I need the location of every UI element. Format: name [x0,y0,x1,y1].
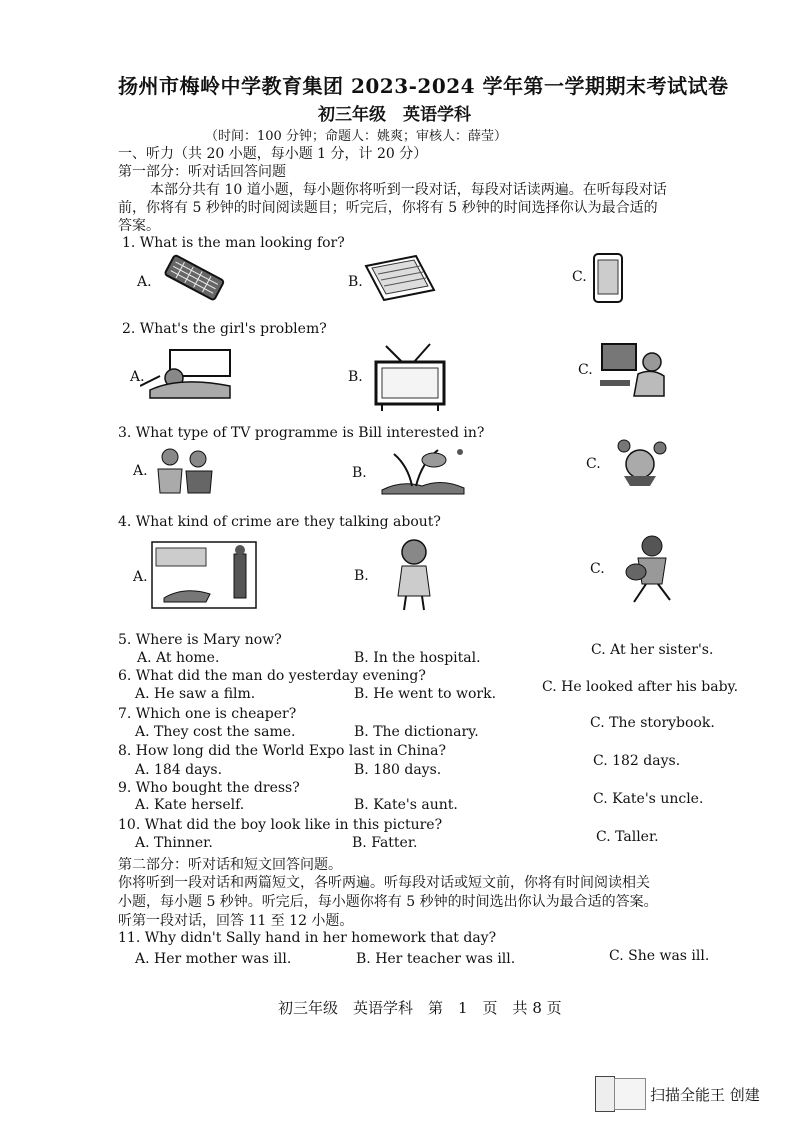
option-b: B. Her teacher was ill. [356,951,516,967]
question-text: 6. What did the man do yesterday evening? [118,668,426,684]
sick-in-bed-picture [140,346,235,402]
part1-intro: 本部分共有 10 道小题，每小题你将听到一段对话，每段对话读两遍。在听每段对话 [150,182,667,198]
option-label: C. [578,362,593,378]
scanner-watermark: 扫描全能王 创建 [650,1086,760,1104]
part2-intro: 你将听到一段对话和两篇短文，各听两遍。听每段对话或短文前，你将有时间阅读相关 [118,875,650,891]
question-text: 11. Why didn't Sally hand in her homework that day? [118,930,497,946]
option-a: A. They cost the same. [135,724,296,740]
option-c: C. At her sister's. [591,642,714,658]
question-text: 9. Who bought the dress? [118,780,300,796]
phone-picture [590,252,626,304]
question-text: 3. What type of TV programme is Bill interested in? [118,425,485,441]
computer-user-picture [598,340,670,398]
option-b: B. Fatter. [352,835,418,851]
option-a: A. He saw a film. [135,686,256,702]
option-label: B. [348,274,363,290]
option-a: A. Her mother was ill. [135,951,292,967]
option-label: B. [352,465,367,481]
option-c: C. He looked after his baby. [542,679,739,695]
option-b: B. The dictionary. [354,724,479,740]
keyboard-picture [158,252,228,304]
option-c: C. She was ill. [609,948,710,964]
cartoon-picture [604,436,676,488]
part1-intro: 前，你将有 5 秒钟的时间阅读题目；听完后，你将有 5 秒钟的时间选择你认为最合适的 [118,200,658,216]
nature-picture [372,440,472,496]
section-heading: 一、听力（共 20 小题，每小题 1 分，计 20 分） [118,146,428,162]
option-b: B. He went to work. [354,686,497,702]
question-text: 2. What's the girl's problem? [122,321,327,337]
option-c: C. The storybook. [590,715,715,731]
people-picture [150,445,220,495]
question-text: 4. What kind of crime are they talking about? [118,514,441,530]
option-b: B. 180 days. [354,762,442,778]
option-b: B. In the hospital. [354,650,481,666]
option-a: A. At home. [137,650,220,666]
part1-title: 第一部分：听对话回答问题 [118,164,286,180]
camscanner-logo-icon [614,1078,646,1110]
option-label: A. [137,274,152,290]
street-accident-picture [150,540,258,610]
laptop-picture [362,254,442,304]
option-a: A. Thinner. [135,835,213,851]
option-label: B. [348,369,363,385]
thief-picture [612,532,682,604]
option-c: C. Taller. [596,829,659,845]
exam-title: 扬州市梅岭中学教育集团 2023-2024 学年第一学期期末考试试卷 [118,74,729,98]
page-footer: 初三年级 英语学科 第 1 页 共 8 页 [278,999,562,1017]
qr-code-icon [595,1076,615,1112]
option-label: A. [133,569,148,585]
option-a: A. Kate herself. [135,797,245,813]
part1-intro: 答案。 [118,218,160,234]
option-label: A. [133,463,148,479]
woman-picture [392,538,442,612]
option-a: A. 184 days. [135,762,223,778]
option-label: B. [354,568,369,584]
option-label: C. [590,561,605,577]
option-label: C. [586,456,601,472]
option-b: B. Kate's aunt. [354,797,458,813]
exam-meta: （时间：100 分钟；命题人：姚爽；审核人：薛莹） [205,129,507,144]
question-text: 1. What is the man looking for? [122,235,345,251]
part2-title: 第二部分：听对话和短文回答问题。 [118,857,342,873]
option-c: C. 182 days. [593,753,681,769]
part2-intro: 听第一段对话，回答 11 至 12 小题。 [118,913,354,929]
question-text: 7. Which one is cheaper? [118,706,297,722]
option-label: C. [572,269,587,285]
tv-picture [372,342,448,412]
question-text: 10. What did the boy look like in this picture? [118,817,443,833]
option-c: C. Kate's uncle. [593,791,704,807]
exam-subtitle: 初三年级 英语学科 [318,105,471,125]
question-text: 5. Where is Mary now? [118,632,282,648]
question-text: 8. How long did the World Expo last in China? [118,743,446,759]
option-label: A. [130,369,145,385]
part2-intro: 小题，每小题 5 秒钟。听完后，每小题你将有 5 秒钟的时间选出你认为最合适的答案。 [118,894,658,910]
